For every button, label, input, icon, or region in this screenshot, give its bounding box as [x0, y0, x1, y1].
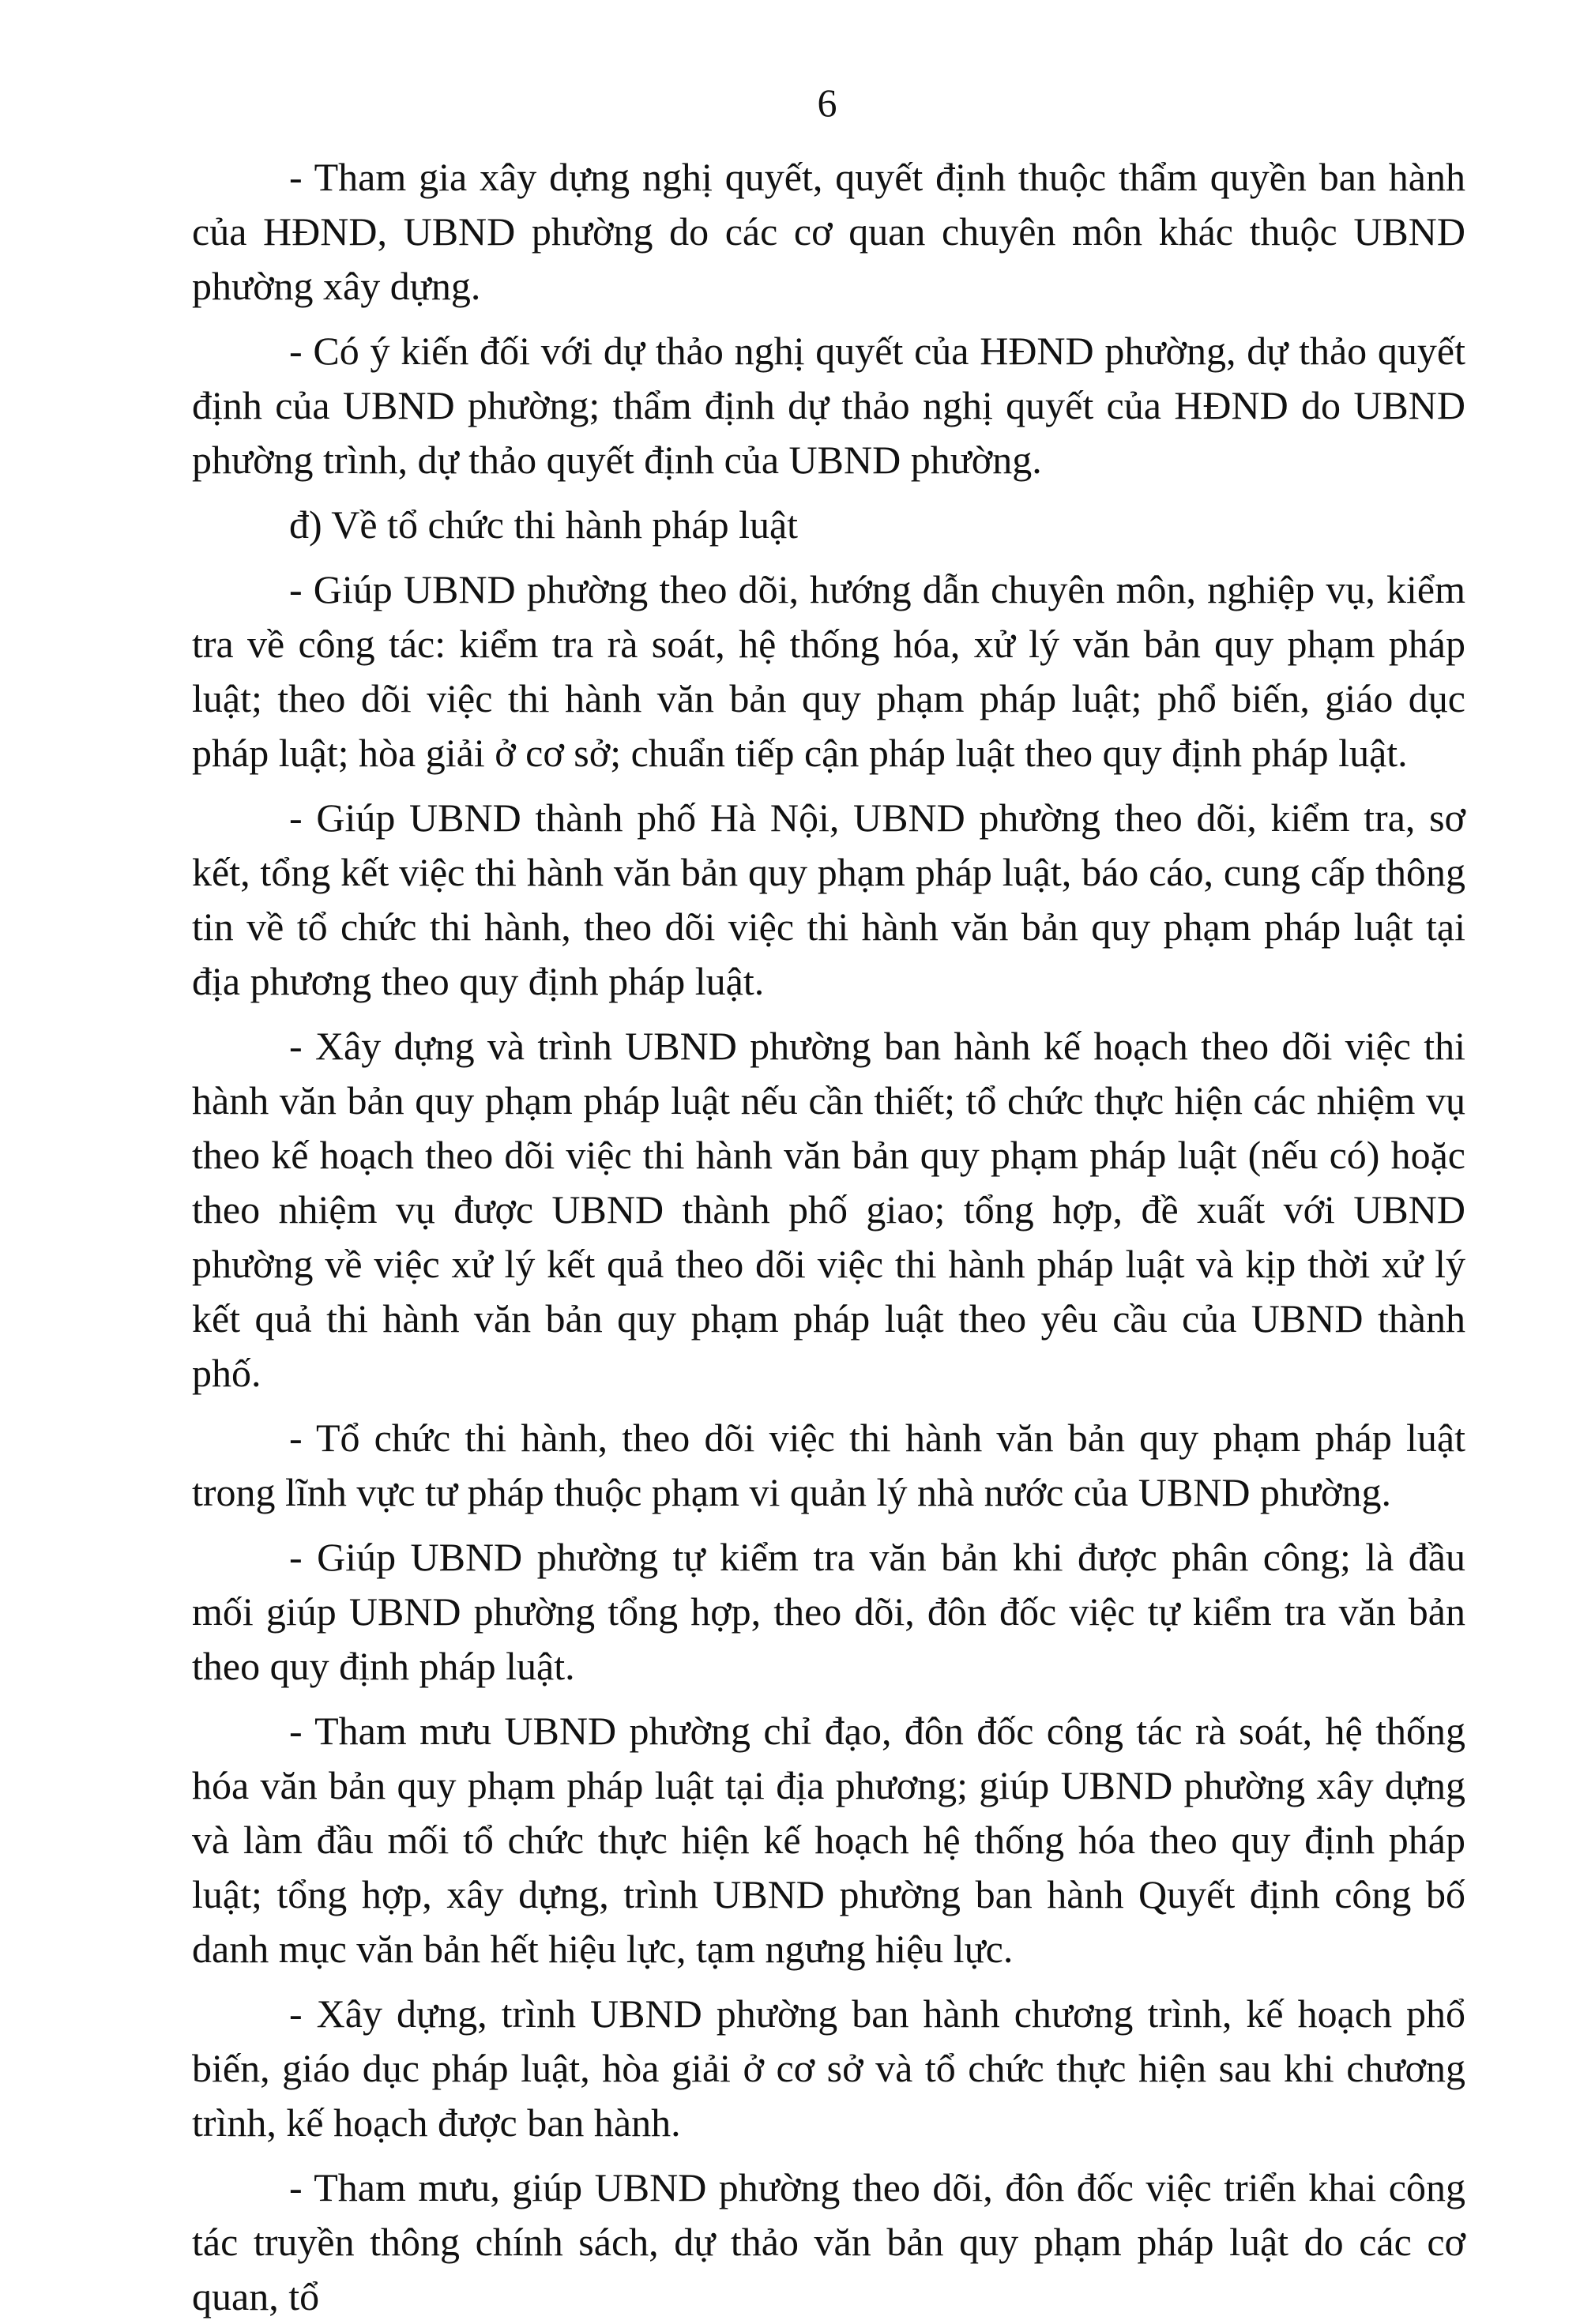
paragraph-monitoring-guidance: - Giúp UBND phường theo dõi, hướng dẫn chuyên môn, nghiệp vụ, kiểm tra về công tác: kiểm tra rà soát, hệ thống hóa, xử lý văn bản quy phạm pháp luật; theo dõi việc thi hành văn bản quy phạm pháp luật; phổ biến, giáo dục pháp luật; hòa giải ở cơ sở; chuẩn tiếp cận pháp luật theo quy định pháp luật.: [192, 567, 1465, 775]
paragraph-monitoring-plan: - Xây dựng và trình UBND phường ban hành kế hoạch theo dõi việc thi hành văn bản quy phạm pháp luật nếu cần thiết; tổ chức thực hiện các nhiệm vụ theo kế hoạch theo dõi việc thi hành văn bản quy phạm pháp luật (nếu có) hoặc theo nhiệm vụ được UBND thành phố giao; tổng hợp, đề xuất với UBND phường về việc xử lý kết quả theo dõi việc thi hành pháp luật và kịp thời xử lý kết quả thi hành văn bản quy phạm pháp luật theo yêu cầu của UBND thành phố.: [192, 1024, 1465, 1395]
paragraph-judicial-enforcement: - Tổ chức thi hành, theo dõi việc thi hành văn bản quy phạm pháp luật trong lĩnh vực tư pháp thuộc phạm vi quản lý nhà nước của UBND phường.: [192, 1416, 1465, 1514]
section-heading-law-enforcement: đ) Về tổ chức thi hành pháp luật: [289, 502, 799, 547]
paragraph-city-support: - Giúp UBND thành phố Hà Nội, UBND phường theo dõi, kiểm tra, sơ kết, tổng kết việc thi hành văn bản quy phạm pháp luật, báo cáo, cung cấp thông tin về tổ chức thi hành, theo dõi việc thi hành văn bản quy phạm pháp luật tại địa phương theo quy định pháp luật.: [192, 795, 1465, 1003]
paragraph-self-inspection: - Giúp UBND phường tự kiểm tra văn bản khi được phân công; là đầu mối giúp UBND phường tổng hợp, theo dõi, đôn đốc việc tự kiểm tra văn bản theo quy định pháp luật.: [192, 1535, 1465, 1688]
paragraph-drafting-resolutions: - Tham gia xây dựng nghị quyết, quyết định thuộc thẩm quyền ban hành của HĐND, UBND phường do các cơ quan chuyên môn khác thuộc UBND phường xây dựng.: [192, 155, 1465, 308]
paragraph-opinions-on-drafts: - Có ý kiến đối với dự thảo nghị quyết của HĐND phường, dự thảo quyết định của UBND phường; thẩm định dự thảo nghị quyết của HĐND do UBND phường trình, dự thảo quyết định của UBND phường.: [192, 329, 1465, 482]
document-body: [192, 150, 1465, 2324]
paragraph-legal-education: - Xây dựng, trình UBND phường ban hành chương trình, kế hoạch phổ biến, giáo dục pháp luật, hòa giải ở cơ sở và tổ chức thực hiện sau khi chương trình, kế hoạch được ban hành.: [192, 1991, 1465, 2145]
paragraph-policy-communication: - Tham mưu, giúp UBND phường theo dõi, đôn đốc việc triển khai công tác truyền thông chính sách, dự thảo văn bản quy phạm pháp luật do các cơ quan, tổ: [192, 2165, 1465, 2318]
paragraph-review-systematization: - Tham mưu UBND phường chỉ đạo, đôn đốc công tác rà soát, hệ thống hóa văn bản quy phạm pháp luật tại địa phương; giúp UBND phường xây dựng và làm đầu mối tổ chức thực hiện kế hoạch hệ thống hóa theo quy định pháp luật; tổng hợp, xây dựng, trình UBND phường ban hành Quyết định công bố danh mục văn bản hết hiệu lực, tạm ngưng hiệu lực.: [192, 1709, 1465, 1971]
page-number: 6: [817, 81, 837, 125]
